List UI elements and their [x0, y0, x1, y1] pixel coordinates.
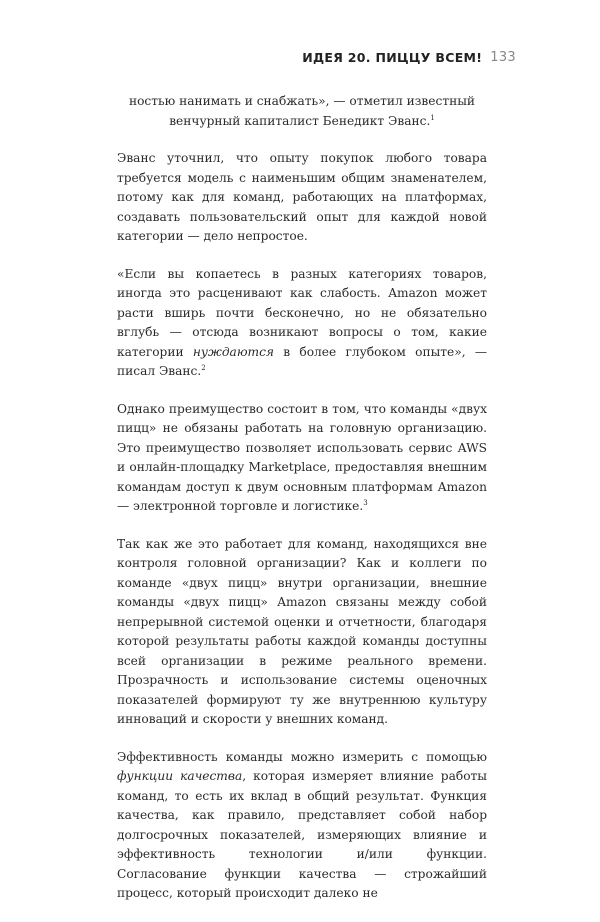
paragraph-6 [117, 748, 487, 904]
footnote-ref-3[interactable]: 3 [363, 498, 368, 507]
body-text [117, 92, 487, 922]
paragraph-3 [117, 265, 487, 382]
paragraph-3-emphasis: нуждаются [192, 344, 274, 359]
paragraph-6-emphasis: функции качества [117, 769, 243, 783]
paragraph-3-text-after: в более глубоком опыте», — писал Эванс. [117, 344, 488, 378]
paragraph-4-text: Однако преимущество состоит в том, что команды «двух пицц» не обязаны работать на головную организацию. Это преимущество позволяет использовать сервис AWS и онлайн-площадку Marketplace, предоставляя внешним командам доступ к двум основным платформам Amazon — электронной торговле и логистике. [117, 401, 487, 513]
paragraph-1-text: ностью нанимать и снабжать», — отметил известный венчурный капиталист Бенедикт Эванс. [128, 94, 476, 128]
paragraph-3-text-before: «Если вы копаетесь в разных категориях товаров, иногда это расценивают как слабость. Amazon может расти вширь почти бесконечно, но не обязательно вглубь — отсюда возникают вопросы о том, какие категории [117, 266, 487, 359]
chapter-title: ИДЕЯ 20. ПИЦЦУ ВСЕМ! [302, 50, 483, 65]
page-number: 133 [490, 50, 516, 65]
paragraph-6-text-before: Эффективность команды можно измерить с помощью [117, 749, 487, 764]
footnote-ref-1[interactable]: 1 [430, 113, 435, 122]
paragraph-2-text: Эванс уточнил, что опыту покупок любого товара требуется модель с наименьшим общим знаменателем, потому как для команд, работающих на платформах, создавать пользовательский опыт для каждой новой категории — дело непростое. [117, 151, 487, 243]
paragraph-1 [117, 92, 487, 131]
running-header [302, 50, 516, 65]
paragraph-4 [117, 400, 487, 517]
paragraph-2 [117, 149, 487, 247]
paragraph-5-text: Так как же это работает для команд, находящихся вне контроля головной организации? Как и коллеги по команде «двух пицц» внутри организации, внешние команды «двух пицц» Amazon связаны между собой непрерывной системой оценки и отчетности, благодаря которой результаты работы каждой команды доступны всей организации в режиме реального времени. Прозрачность и использование системы оценочных показателей формируют ту же внутреннюю культуру инноваций и скорости у внешних команд. [117, 536, 487, 726]
paragraph-6-text-after: , которая измеряет влияние работы команд, то есть их вклад в общий результат. Функция качества, как правило, представляет собой набор долгосрочных показателей, измеряющих влияние и эффективность технологии и/или функции. Согласование функции качества — строжайший процесс, который происходит далеко не [117, 769, 487, 900]
paragraph-5 [117, 535, 487, 730]
footnote-ref-2[interactable]: 2 [201, 363, 206, 372]
